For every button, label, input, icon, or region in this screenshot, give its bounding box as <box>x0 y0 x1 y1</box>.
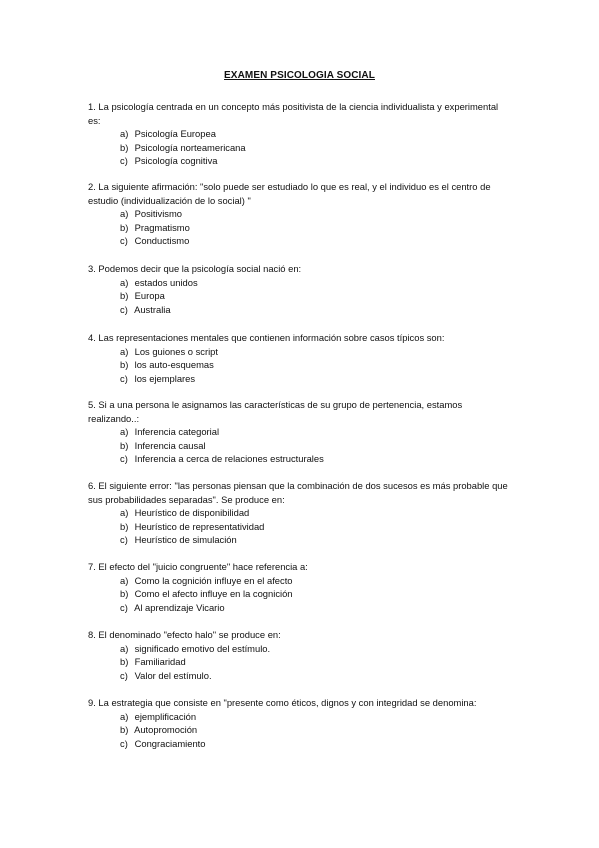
option-text: Psicología cognitiva <box>134 155 218 167</box>
option-item <box>120 520 508 534</box>
option-label: b) <box>120 359 129 371</box>
option-label: b) <box>120 290 129 302</box>
option-text: los ejemplares <box>134 372 196 384</box>
question-2 <box>88 180 508 248</box>
question-4 <box>88 331 508 385</box>
option-item <box>120 276 508 290</box>
option-text: Como el afecto influye en la cognición <box>134 588 293 600</box>
option-text: Inferencia causal <box>134 439 206 451</box>
option-item <box>120 154 508 168</box>
question-text: 5. Si a una persona le asignamos las características de su grupo de pertenencia, estamos realizando..: <box>88 399 463 424</box>
question-text: 9. La estrategia que consiste en "presente como éticos, dignos y con integridad se denomina: <box>88 697 477 708</box>
option-item <box>120 587 508 601</box>
option-text: significado emotivo del estímulo. <box>134 642 271 654</box>
option-label: c) <box>120 601 128 613</box>
question-text: 3. Podemos decir que la psicología social nació en: <box>88 263 302 274</box>
option-label: b) <box>120 221 129 233</box>
option-text: Positivismo <box>134 208 183 220</box>
option-text: Heurístico de disponibilidad <box>134 507 250 519</box>
option-item <box>120 533 508 547</box>
question-text: 7. El efecto del "juicio congruente" hace referencia a: <box>88 561 308 572</box>
option-label: a) <box>120 426 129 438</box>
option-label: b) <box>120 520 129 532</box>
option-label: c) <box>120 534 128 546</box>
option-text: Congraciamiento <box>134 737 206 749</box>
option-text: Conductismo <box>134 235 190 247</box>
option-label: a) <box>120 345 129 357</box>
option-label: b) <box>120 656 129 668</box>
option-label: b) <box>120 141 129 153</box>
option-label: c) <box>120 669 128 681</box>
option-list <box>88 642 508 683</box>
page-title: EXAMEN PSICOLOGIA SOCIAL <box>224 70 375 81</box>
question-1 <box>88 100 508 168</box>
option-label: c) <box>120 372 128 384</box>
option-text: Heurístico de representatividad <box>134 520 265 532</box>
option-label: b) <box>120 588 129 600</box>
option-item <box>120 439 508 453</box>
option-label: a) <box>120 574 129 586</box>
option-text: Como la cognición influye en el afecto <box>134 574 293 586</box>
option-item <box>120 221 508 235</box>
question-9 <box>88 696 508 750</box>
question-text: 6. El siguiente error: "las personas piensan que la combinación de dos sucesos es más probable que sus probabilidades separadas". Se produce en: <box>88 480 508 505</box>
question-text: 4. Las representaciones mentales que contienen información sobre casos típicos son: <box>88 332 445 343</box>
option-item <box>120 345 508 359</box>
option-list <box>88 574 508 615</box>
option-text: Psicología norteamericana <box>134 141 246 153</box>
question-7 <box>88 560 508 614</box>
option-text: Valor del estímulo. <box>134 669 212 681</box>
option-list <box>88 127 508 168</box>
option-label: a) <box>120 208 129 220</box>
option-text: estados unidos <box>134 276 198 288</box>
option-list <box>88 425 508 466</box>
option-text: Al aprendizaje Vicario <box>134 601 225 613</box>
option-label: c) <box>120 303 128 315</box>
option-label: a) <box>120 276 129 288</box>
option-label: a) <box>120 710 129 722</box>
option-item <box>120 234 508 248</box>
question-text: 8. El denominado "efecto halo" se produce en: <box>88 629 281 640</box>
option-item <box>120 669 508 683</box>
option-label: c) <box>120 155 128 167</box>
option-item <box>120 737 508 751</box>
option-item <box>120 289 508 303</box>
option-item <box>120 207 508 221</box>
option-text: ejemplificación <box>134 710 197 722</box>
option-label: c) <box>120 737 128 749</box>
option-item <box>120 642 508 656</box>
option-label: a) <box>120 128 129 140</box>
question-text: 2. La siguiente afirmación: "solo puede ser estudiado lo que es real, y el individuo es el centro de estudio (individualización de lo social) " <box>88 181 491 206</box>
option-item <box>120 127 508 141</box>
option-list <box>88 276 508 317</box>
option-label: a) <box>120 507 129 519</box>
option-list <box>88 710 508 751</box>
question-6 <box>88 479 508 547</box>
option-text: Psicología Europea <box>134 128 216 140</box>
option-text: Autopromoción <box>134 724 198 736</box>
option-item <box>120 655 508 669</box>
option-label: b) <box>120 439 129 451</box>
option-list <box>88 207 508 248</box>
option-label: a) <box>120 642 129 654</box>
option-list <box>88 506 508 547</box>
option-text: Heurístico de simulación <box>134 534 237 546</box>
option-text: Los guiones o script <box>134 345 218 357</box>
option-label: c) <box>120 453 128 465</box>
option-item <box>120 506 508 520</box>
option-list <box>88 345 508 386</box>
option-item <box>120 710 508 724</box>
option-label: c) <box>120 235 128 247</box>
option-item <box>120 574 508 588</box>
option-item <box>120 141 508 155</box>
question-8 <box>88 628 508 682</box>
question-3 <box>88 262 508 316</box>
option-item <box>120 303 508 317</box>
option-item <box>120 723 508 737</box>
question-text: 1. La psicología centrada en un concepto más positivista de la ciencia individualista y experimental es: <box>88 101 499 126</box>
option-item <box>120 425 508 439</box>
option-text: Inferencia categorial <box>134 426 220 438</box>
option-item <box>120 358 508 372</box>
option-text: Inferencia a cerca de relaciones estructurales <box>134 453 324 465</box>
option-text: Familiaridad <box>134 656 186 668</box>
option-item <box>120 601 508 615</box>
option-label: b) <box>120 724 129 736</box>
option-item <box>120 372 508 386</box>
option-text: los auto-esquemas <box>134 359 214 371</box>
option-text: Australia <box>134 303 171 315</box>
question-5 <box>88 398 508 466</box>
option-text: Europa <box>134 290 165 302</box>
option-item <box>120 452 508 466</box>
option-text: Pragmatismo <box>134 221 190 233</box>
